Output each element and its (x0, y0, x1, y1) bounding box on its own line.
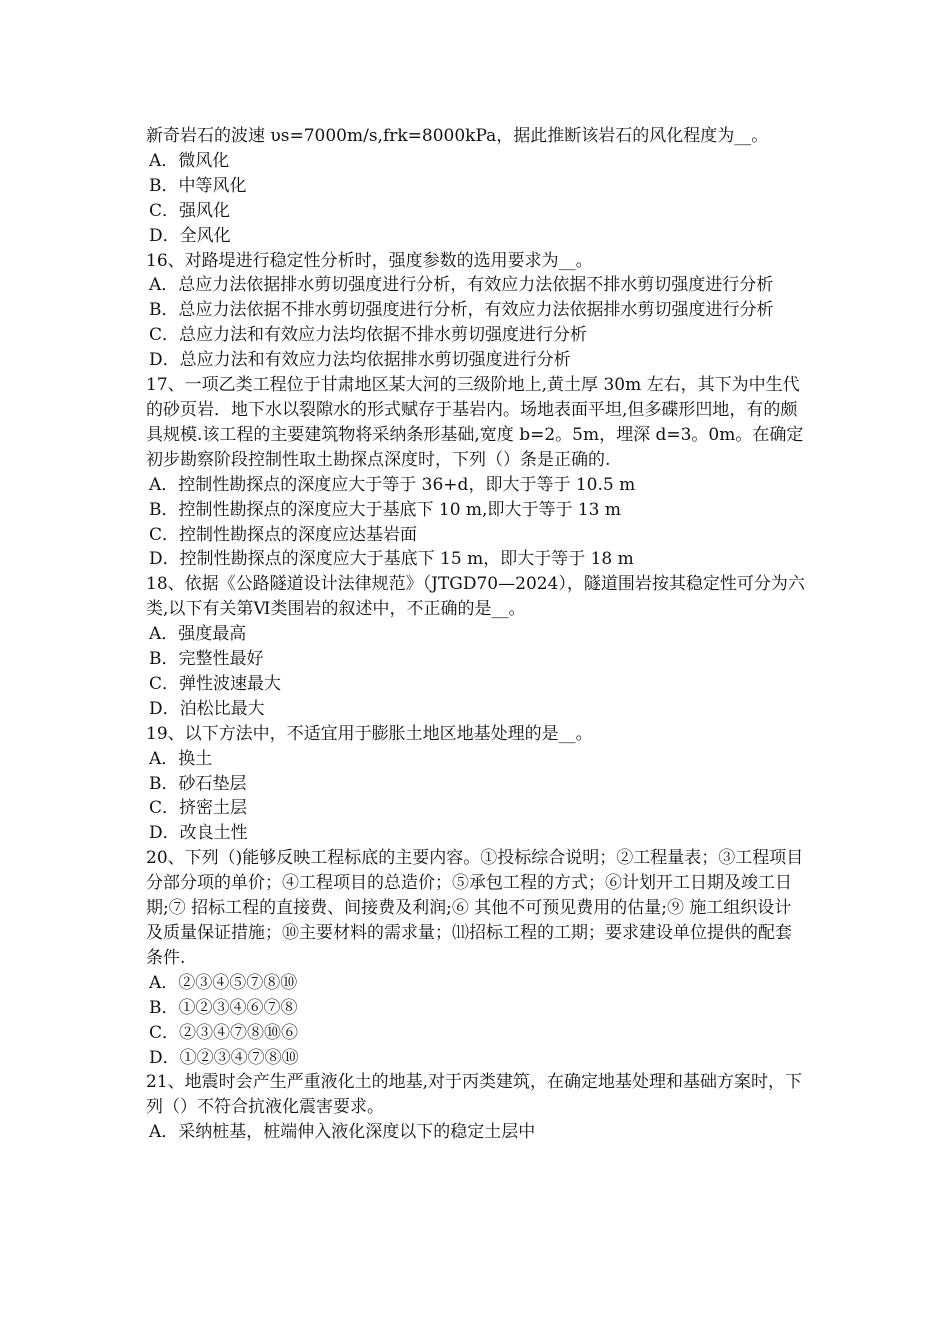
question-text: 18、依据《公路隧道设计法律规范》（JTGD70—2024），隧道围岩按其稳定性可分为六类,以下有关第Ⅵ类围岩的叙述中，不正确的是__。 (146, 574, 805, 620)
option-text: B．总应力法依据不排水剪切强度进行分析，有效应力法依据排水剪切强度进行分析 (149, 300, 774, 321)
question-text: 16、对路堤进行稳定性分析时，强度参数的选用要求为__。 (146, 250, 593, 271)
option-text: B．砂石垫层 (149, 773, 247, 794)
option-text: C．总应力法和有效应力法均依据不排水剪切强度进行分析 (149, 325, 588, 346)
option-text: D．控制性勘探点的深度应大于基底下 15 m，即大于等于 18 m (149, 549, 634, 570)
option-text: C．强风化 (149, 200, 231, 221)
option-text: D．改良土性 (149, 823, 248, 844)
option-text: C．挤密土层 (149, 798, 248, 819)
option-text: D．泊松比最大 (149, 698, 265, 719)
option-text: A．采纳桩基，桩端伸入液化深度以下的稳定土层中 (149, 1122, 536, 1143)
option-text: C．②③④⑦⑧⑩⑥ (149, 1022, 299, 1043)
option-text: A．强度最高 (149, 624, 247, 645)
document-page (146, 124, 808, 1145)
option-text: A．总应力法依据排水剪切强度进行分析，有效应力法依据不排水剪切强度进行分析 (149, 275, 774, 296)
option-text: B．控制性勘探点的深度应大于基底下 10 m,即大于等于 13 m (149, 499, 622, 520)
option-text: C．控制性勘探点的深度应达基岩面 (149, 524, 418, 545)
question-text: 新奇岩石的波速 υs=7000m/s,frk=8000kPa，据此推断该岩石的风化程度为__。 (146, 126, 769, 146)
option-text: A．微风化 (149, 150, 230, 171)
option-text: B．①②③④⑥⑦⑧ (149, 997, 298, 1018)
option-text: B．中等风化 (149, 175, 247, 196)
question-text: 17、一项乙类工程位于甘肃地区某大河的三级阶地上,黄土厚 30m 左右，其下为中生代的砂页岩．地下水以裂隙水的形式赋存于基岩内。场地表面平坦,但多碟形凹地，有的颇具规模.该工程的主要建筑物将采纳条形基础,宽度 b=2。5m，埋深 d=3。0m。在确定初步勘察阶段控制性取土勘探点深度时，下列（）条是正确的. (146, 375, 804, 470)
question-text: 20、下列（)能够反映工程标底的主要内容。①投标综合说明；②工程量表；③工程项目分部分项的单价；④工程项目的总造价；⑤承包工程的方式；⑥计划开工日期及竣工日期;⑦ 招标工程的直接费、间接费及利润;⑥ 其他不可预见费用的估量;⑨ 施工组织设计及质量保证措施；⑩主要材料的需求量；⑾招标工程的工期；要求建设单位提供的配套条件. (146, 848, 804, 968)
option-text: D．①②③④⑦⑧⑩ (149, 1047, 299, 1068)
option-text: B．完整性最好 (149, 649, 264, 670)
option-text: A．控制性勘探点的深度应大于等于 36+d，即大于等于 10.5 m (149, 474, 636, 495)
question-text: 21、地震时会产生严重液化土的地基,对于丙类建筑，在确定地基处理和基础方案时，下列（）不符合抗液化震害要求。 (146, 1072, 803, 1118)
option-text: D．总应力法和有效应力法均依据排水剪切强度进行分析 (149, 350, 571, 371)
option-text: C．弹性波速最大 (149, 673, 282, 694)
question-text: 19、以下方法中，不适宜用于膨胀土地区地基处理的是__。 (146, 723, 593, 744)
option-text: D．全风化 (149, 225, 231, 246)
option-text: A．换土 (149, 748, 213, 769)
option-text: A．②③④⑤⑦⑧⑩ (149, 972, 298, 993)
